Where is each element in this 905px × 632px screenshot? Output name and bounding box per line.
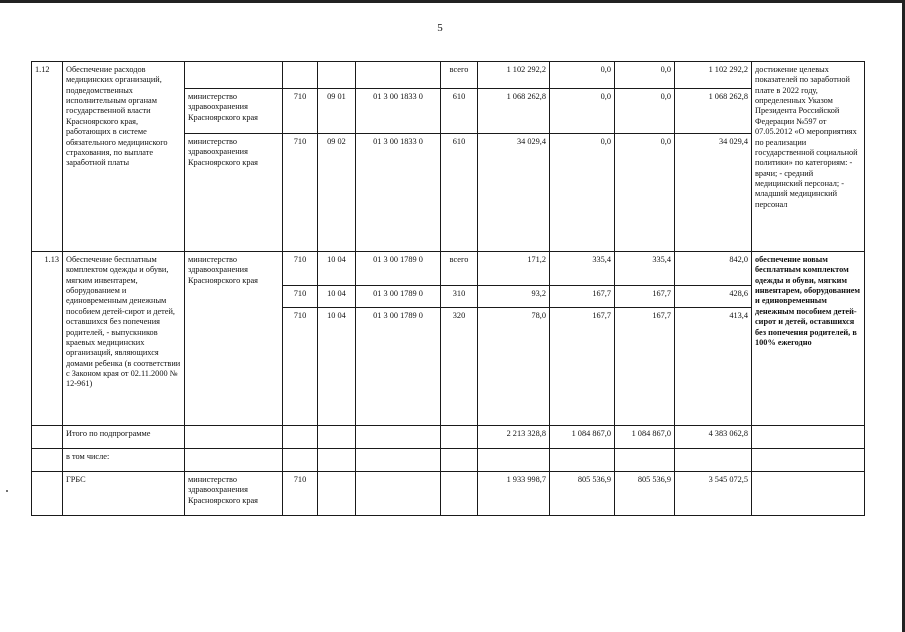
value-2023: 167,7	[550, 286, 615, 308]
vr-code: 310	[441, 286, 478, 308]
including-label: в том числе:	[63, 449, 185, 472]
empty-cell	[185, 449, 283, 472]
empty-cell	[32, 426, 63, 449]
value-total: 428,6	[675, 286, 752, 308]
empty-cell	[441, 449, 478, 472]
empty-cell	[356, 449, 441, 472]
empty-cell	[318, 426, 356, 449]
total-row	[32, 426, 865, 449]
rzpr-code: 10 04	[318, 252, 356, 286]
empty-cell	[356, 472, 441, 516]
vr-code: 610	[441, 89, 478, 134]
empty-cell	[283, 449, 318, 472]
expected-result: достижение целевых показателей по заработной плате в 2022 году, определенных Указом Президента Российской Федерации №597 от 07.05.2012 «О мероприятиях по реализации государственной социальной политики» по категориям: - врачи; - средний медицинский персонал; - младший медицинский персонал	[752, 62, 865, 252]
value-2023: 0,0	[550, 62, 615, 89]
grbs-name: министерство здравоохранения Красноярского края	[185, 134, 283, 252]
including-row	[32, 449, 865, 472]
value-2024: 0,0	[615, 62, 675, 89]
grbs-code: 710	[283, 89, 318, 134]
expected-result: обеспечение новым бесплатным комплектом одежды и обуви, мягким инвентарем, оборудованием и единовременным денежным пособием детей-сирот и детей, оставшихся без попечения родителей, в 100% ежегодно	[752, 252, 865, 426]
empty-cell	[32, 472, 63, 516]
empty-cell	[185, 426, 283, 449]
grbs-code: 710	[283, 308, 318, 426]
value-total: 842,0	[675, 252, 752, 286]
value-2022: 1 068 262,8	[478, 89, 550, 134]
row-number: 1.12	[32, 62, 63, 252]
rzpr-code: 09 01	[318, 89, 356, 134]
empty-cell	[356, 426, 441, 449]
value-2023: 0,0	[550, 134, 615, 252]
grbs-code: 710	[283, 252, 318, 286]
grbs-row-label: ГРБС	[63, 472, 185, 516]
value-total: 413,4	[675, 308, 752, 426]
rzpr-code: 10 04	[318, 286, 356, 308]
empty-cell	[752, 426, 865, 449]
value-2023: 335,4	[550, 252, 615, 286]
table-row	[32, 252, 865, 286]
value-2024: 167,7	[615, 308, 675, 426]
value-total: 1 102 292,2	[675, 62, 752, 89]
table-row	[32, 62, 865, 89]
value-2024: 335,4	[615, 252, 675, 286]
grbs-2022: 1 933 998,7	[478, 472, 550, 516]
grbs-code: 710	[283, 286, 318, 308]
scan-speck	[6, 490, 8, 492]
grbs-row	[32, 472, 865, 516]
total-2024: 1 084 867,0	[615, 426, 675, 449]
rzpr-code: 09 02	[318, 134, 356, 252]
value-2022: 93,2	[478, 286, 550, 308]
value-2023: 167,7	[550, 308, 615, 426]
grbs-name: министерство здравоохранения Красноярского края	[185, 252, 283, 426]
grbs-name	[185, 62, 283, 89]
rzpr-code: 10 04	[318, 308, 356, 426]
csr-code	[356, 62, 441, 89]
csr-code: 01 3 00 1789 0	[356, 252, 441, 286]
empty-cell	[441, 426, 478, 449]
empty-cell	[752, 472, 865, 516]
empty-cell	[318, 472, 356, 516]
empty-cell	[550, 449, 615, 472]
value-2022: 171,2	[478, 252, 550, 286]
empty-cell	[32, 449, 63, 472]
value-2024: 0,0	[615, 89, 675, 134]
total-2022: 2 213 328,8	[478, 426, 550, 449]
empty-cell	[318, 449, 356, 472]
grbs-2023: 805 536,9	[550, 472, 615, 516]
csr-code: 01 3 00 1789 0	[356, 286, 441, 308]
page-number: 5	[437, 22, 443, 34]
grbs-name: министерство здравоохранения Красноярского края	[185, 472, 283, 516]
empty-cell	[752, 449, 865, 472]
grbs-code: 710	[283, 472, 318, 516]
csr-code: 01 3 00 1789 0	[356, 308, 441, 426]
value-2022: 1 102 292,2	[478, 62, 550, 89]
value-2022: 34 029,4	[478, 134, 550, 252]
grbs-code	[283, 62, 318, 89]
csr-code: 01 3 00 1833 0	[356, 134, 441, 252]
value-2022: 78,0	[478, 308, 550, 426]
total-sum: 4 383 062,8	[675, 426, 752, 449]
value-total: 34 029,4	[675, 134, 752, 252]
row-number: 1.13	[32, 252, 63, 426]
measure-name: Обеспечение бесплатным комплектом одежды и обуви, мягким инвентарем, оборудованием и единовременным денежным пособием детей-сирот и детей, оставшихся без попечения родителей, - выпускников краевых медицинских организаций, являющихся домами ребенка (в соответствии с Законом края от 02.11.2000 № 12-961)	[63, 252, 185, 426]
grbs-name: министерство здравоохранения Красноярского края	[185, 89, 283, 134]
grbs-code: 710	[283, 134, 318, 252]
value-2024: 167,7	[615, 286, 675, 308]
grbs-total: 3 545 072,5	[675, 472, 752, 516]
total-label: Итого по подпрограмме	[63, 426, 185, 449]
empty-cell	[478, 449, 550, 472]
empty-cell	[615, 449, 675, 472]
total-2023: 1 084 867,0	[550, 426, 615, 449]
empty-cell	[675, 449, 752, 472]
vr-code: 610	[441, 134, 478, 252]
vr-code: всего	[441, 252, 478, 286]
value-2024: 0,0	[615, 134, 675, 252]
empty-cell	[283, 426, 318, 449]
value-2023: 0,0	[550, 89, 615, 134]
empty-cell	[441, 472, 478, 516]
value-total: 1 068 262,8	[675, 89, 752, 134]
measure-name: Обеспечение расходов медицинских организаций, подведомственных исполнительным органам государственной власти Красноярского края, работающих в системе обязательного медицинского страхования, по выплате заработной платы	[63, 62, 185, 252]
page-top-border	[0, 0, 905, 3]
csr-code: 01 3 00 1833 0	[356, 89, 441, 134]
vr-code: всего	[441, 62, 478, 89]
rzpr-code	[318, 62, 356, 89]
budget-table	[31, 61, 865, 516]
grbs-2024: 805 536,9	[615, 472, 675, 516]
vr-code: 320	[441, 308, 478, 426]
